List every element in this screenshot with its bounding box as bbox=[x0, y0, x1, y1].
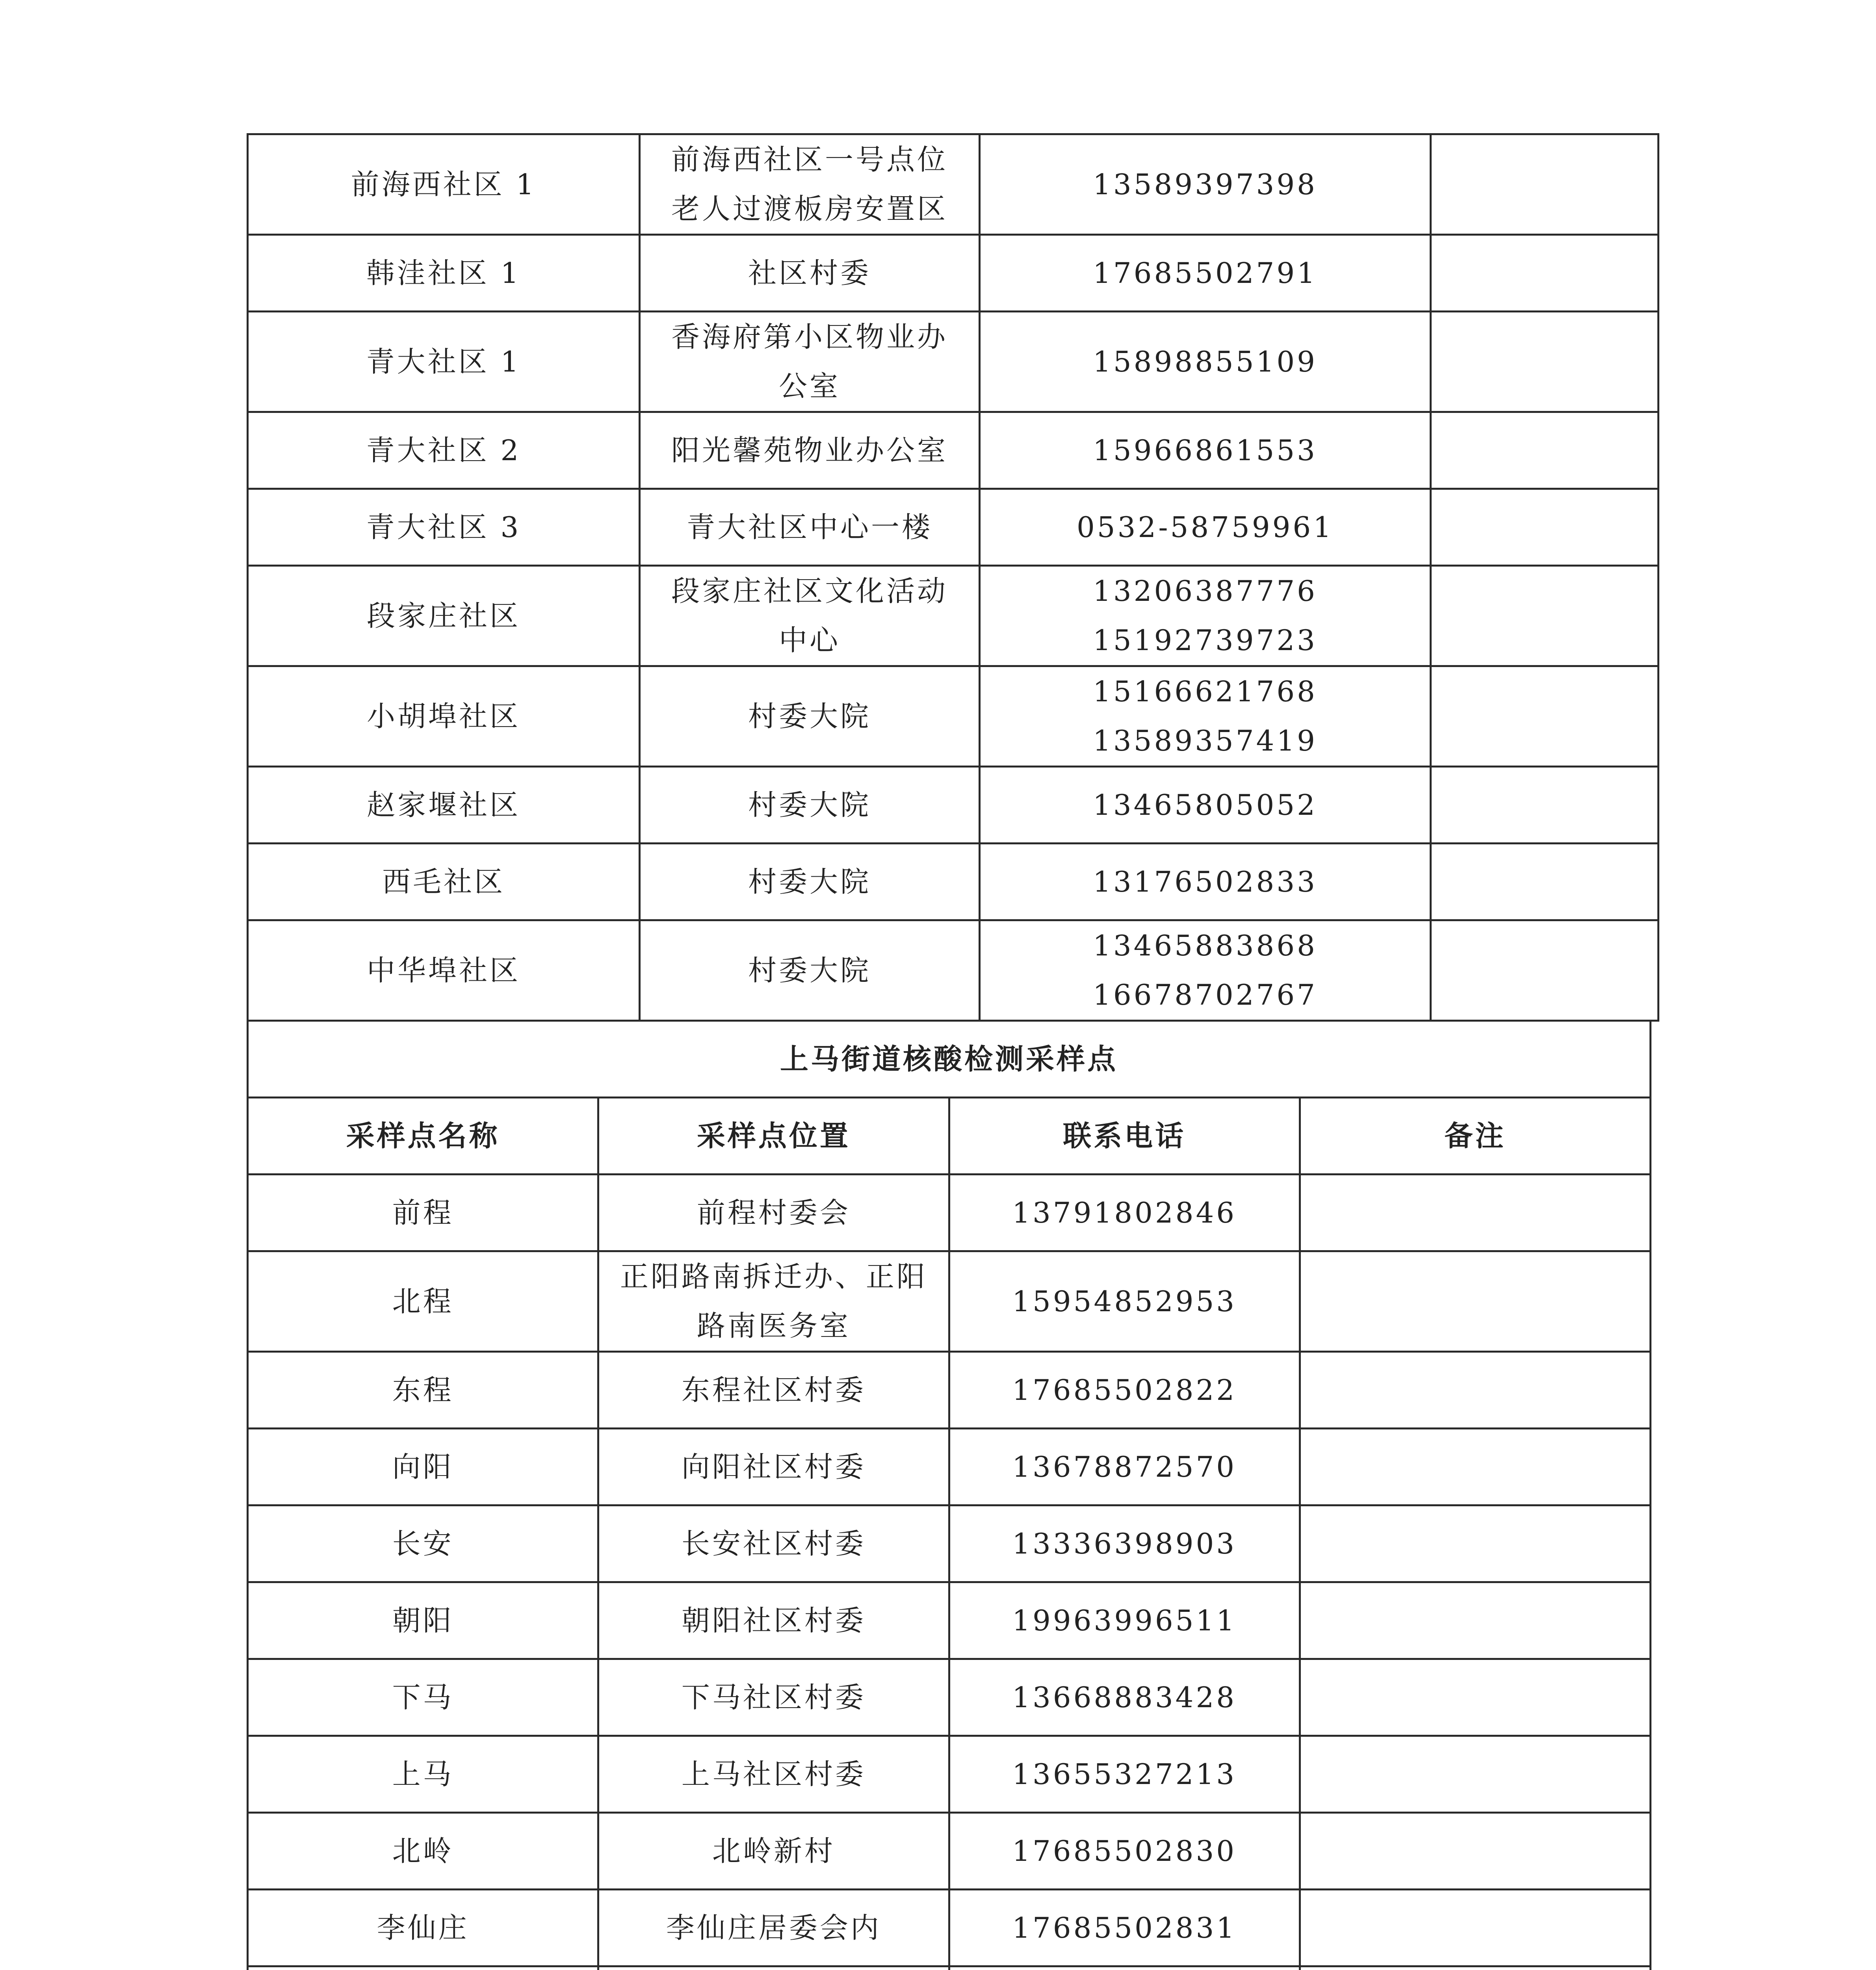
phone-line: 15166621768 bbox=[1093, 675, 1317, 708]
phone-line: 15898855109 bbox=[1093, 345, 1317, 378]
remark bbox=[1300, 1582, 1650, 1659]
location-line: 村委大院 bbox=[748, 865, 871, 898]
site-location bbox=[598, 1251, 949, 1352]
remark bbox=[1431, 566, 1659, 666]
site-location bbox=[640, 666, 980, 767]
contact-phone bbox=[949, 1966, 1300, 1970]
contact-phone: 17685502822 bbox=[949, 1352, 1300, 1429]
header-note: 备注 bbox=[1300, 1098, 1650, 1175]
location-line bbox=[611, 1967, 936, 1970]
remark bbox=[1300, 1505, 1650, 1582]
location-line: 村委大院 bbox=[748, 788, 871, 821]
site-name: 小胡埠社区 bbox=[248, 666, 640, 767]
contact-phone: 17685502831 bbox=[949, 1890, 1300, 1966]
location-line: 香海府第小区物业办 bbox=[671, 320, 948, 353]
remark bbox=[1300, 1890, 1650, 1966]
site-name bbox=[248, 1966, 598, 1970]
site-location bbox=[640, 489, 980, 566]
remark bbox=[1431, 134, 1659, 235]
phone-line: 13589357419 bbox=[1093, 724, 1317, 757]
site-location bbox=[640, 312, 980, 412]
contact-phone: 13655327213 bbox=[949, 1736, 1300, 1813]
contact-phone: 13678872570 bbox=[949, 1429, 1300, 1505]
contact-phone: 13336398903 bbox=[949, 1505, 1300, 1582]
table-header-row bbox=[248, 1098, 1651, 1175]
table-row bbox=[248, 1582, 1651, 1659]
site-location bbox=[598, 1582, 949, 1659]
contact-phone: 19963996511 bbox=[949, 1582, 1300, 1659]
sampling-table-continued bbox=[247, 133, 1659, 1022]
table-row bbox=[248, 1813, 1651, 1890]
location-line: 老人过渡板房安置区 bbox=[671, 192, 948, 225]
site-name: 北岭 bbox=[248, 1813, 598, 1890]
location-line: 正阳路南拆迁办、正阳 bbox=[620, 1260, 927, 1293]
contact-phone bbox=[980, 134, 1431, 235]
contact-phone bbox=[980, 920, 1431, 1021]
table-row bbox=[248, 1659, 1651, 1736]
contact-phone bbox=[980, 566, 1431, 666]
table-row bbox=[248, 920, 1659, 1021]
phone-line: 15966861553 bbox=[1093, 433, 1317, 467]
table-row bbox=[248, 1251, 1651, 1352]
remark bbox=[1300, 1736, 1650, 1813]
location-line: 前海西社区一号点位 bbox=[671, 143, 948, 176]
site-location bbox=[598, 1352, 949, 1429]
site-location bbox=[598, 1813, 949, 1890]
location-line: 向阳社区村委 bbox=[681, 1450, 866, 1483]
table-title-row bbox=[248, 1021, 1651, 1098]
phone-line: 16678702767 bbox=[1093, 978, 1317, 1011]
remark bbox=[1300, 1659, 1650, 1736]
site-location bbox=[598, 1736, 949, 1813]
phone-line: 13465805052 bbox=[1093, 788, 1317, 821]
remark bbox=[1431, 235, 1659, 312]
table-row bbox=[248, 767, 1659, 844]
location-line: 村委大院 bbox=[748, 953, 871, 987]
header-phone: 联系电话 bbox=[949, 1098, 1300, 1175]
site-name: 段家庄社区 bbox=[248, 566, 640, 666]
remark bbox=[1300, 1251, 1650, 1352]
contact-phone: 15954852953 bbox=[949, 1251, 1300, 1352]
site-location bbox=[598, 1966, 949, 1970]
table-row bbox=[248, 1429, 1651, 1505]
table-body bbox=[248, 134, 1659, 1021]
site-name: 前海西社区 1 bbox=[248, 134, 640, 235]
remark bbox=[1300, 1813, 1650, 1890]
location-line: 朝阳社区村委 bbox=[681, 1604, 866, 1637]
phone-line: 13589397398 bbox=[1093, 167, 1317, 201]
site-location bbox=[598, 1505, 949, 1582]
site-location bbox=[598, 1659, 949, 1736]
location-line: 上马社区村委 bbox=[681, 1757, 866, 1791]
location-line: 村委大院 bbox=[748, 699, 871, 733]
location-line: 社区村委 bbox=[748, 256, 871, 290]
site-name: 中华埠社区 bbox=[248, 920, 640, 1021]
site-name: 青大社区 1 bbox=[248, 312, 640, 412]
contact-phone bbox=[980, 844, 1431, 920]
table-row bbox=[248, 1736, 1651, 1813]
header-location: 采样点位置 bbox=[598, 1098, 949, 1175]
table-row bbox=[248, 666, 1659, 767]
site-name: 青大社区 3 bbox=[248, 489, 640, 566]
table-row bbox=[248, 1175, 1651, 1251]
table-row bbox=[248, 566, 1659, 666]
table-row bbox=[248, 412, 1659, 489]
site-name: 长安 bbox=[248, 1505, 598, 1582]
table-title: 上马街道核酸检测采样点 bbox=[248, 1021, 1651, 1098]
remark bbox=[1300, 1352, 1650, 1429]
table-row bbox=[248, 1505, 1651, 1582]
table-row bbox=[248, 1890, 1651, 1966]
remark bbox=[1300, 1175, 1650, 1251]
site-name: 向阳 bbox=[248, 1429, 598, 1505]
site-name: 朝阳 bbox=[248, 1582, 598, 1659]
table-row bbox=[248, 312, 1659, 412]
site-location bbox=[640, 235, 980, 312]
site-name: 下马 bbox=[248, 1659, 598, 1736]
phone-line: 13206387776 bbox=[1093, 574, 1317, 608]
table-row bbox=[248, 489, 1659, 566]
site-name: 上马 bbox=[248, 1736, 598, 1813]
remark bbox=[1300, 1429, 1650, 1505]
header-name: 采样点名称 bbox=[248, 1098, 598, 1175]
contact-phone bbox=[980, 312, 1431, 412]
location-line: 段家庄社区文化活动 bbox=[671, 574, 948, 608]
location-line: 公室 bbox=[778, 370, 840, 403]
site-name: 东程 bbox=[248, 1352, 598, 1429]
phone-line: 0532-58759961 bbox=[1076, 510, 1334, 544]
contact-phone bbox=[980, 235, 1431, 312]
contact-phone: 13668883428 bbox=[949, 1659, 1300, 1736]
remark bbox=[1300, 1966, 1650, 1970]
site-location bbox=[640, 767, 980, 844]
remark bbox=[1431, 844, 1659, 920]
site-location bbox=[598, 1890, 949, 1966]
table-row bbox=[248, 235, 1659, 312]
phone-line: 17685502791 bbox=[1093, 256, 1317, 290]
table-row bbox=[248, 844, 1659, 920]
remark bbox=[1431, 666, 1659, 767]
site-location bbox=[640, 844, 980, 920]
table-body bbox=[248, 1021, 1651, 1970]
site-location bbox=[598, 1175, 949, 1251]
contact-phone bbox=[980, 489, 1431, 566]
site-location bbox=[640, 134, 980, 235]
remark bbox=[1431, 489, 1659, 566]
shangma-sampling-table bbox=[247, 1020, 1651, 1970]
location-line: 阳光馨苑物业办公室 bbox=[671, 433, 948, 467]
location-line: 李仙庄居委会内 bbox=[666, 1911, 881, 1944]
remark bbox=[1431, 767, 1659, 844]
location-line: 路南医务室 bbox=[697, 1309, 851, 1342]
location-line: 前程村委会 bbox=[697, 1196, 851, 1229]
contact-phone bbox=[980, 412, 1431, 489]
site-name: 青大社区 2 bbox=[248, 412, 640, 489]
table-row bbox=[248, 1966, 1651, 1970]
remark bbox=[1431, 312, 1659, 412]
location-line: 中心 bbox=[778, 624, 840, 657]
site-location bbox=[598, 1429, 949, 1505]
site-name: 韩洼社区 1 bbox=[248, 235, 640, 312]
table-row bbox=[248, 1352, 1651, 1429]
site-name: 赵家堰社区 bbox=[248, 767, 640, 844]
contact-phone bbox=[980, 767, 1431, 844]
remark bbox=[1431, 920, 1659, 1021]
site-name: 北程 bbox=[248, 1251, 598, 1352]
location-line: 东程社区村委 bbox=[681, 1373, 866, 1407]
location-line: 北岭新村 bbox=[712, 1834, 835, 1868]
site-location bbox=[640, 412, 980, 489]
site-name: 前程 bbox=[248, 1175, 598, 1251]
site-location bbox=[640, 566, 980, 666]
site-location bbox=[640, 920, 980, 1021]
site-name: 李仙庄 bbox=[248, 1890, 598, 1966]
table-row bbox=[248, 134, 1659, 235]
contact-phone: 13791802846 bbox=[949, 1175, 1300, 1251]
location-line: 下马社区村委 bbox=[681, 1680, 866, 1714]
location-line: 青大社区中心一楼 bbox=[686, 510, 932, 544]
remark bbox=[1431, 412, 1659, 489]
site-name: 西毛社区 bbox=[248, 844, 640, 920]
phone-line: 15192739723 bbox=[1093, 624, 1317, 657]
location-line: 长安社区村委 bbox=[681, 1527, 866, 1560]
phone-line: 13465883868 bbox=[1093, 929, 1317, 962]
phone-line: 13176502833 bbox=[1093, 865, 1317, 898]
contact-phone: 17685502830 bbox=[949, 1813, 1300, 1890]
contact-phone bbox=[980, 666, 1431, 767]
